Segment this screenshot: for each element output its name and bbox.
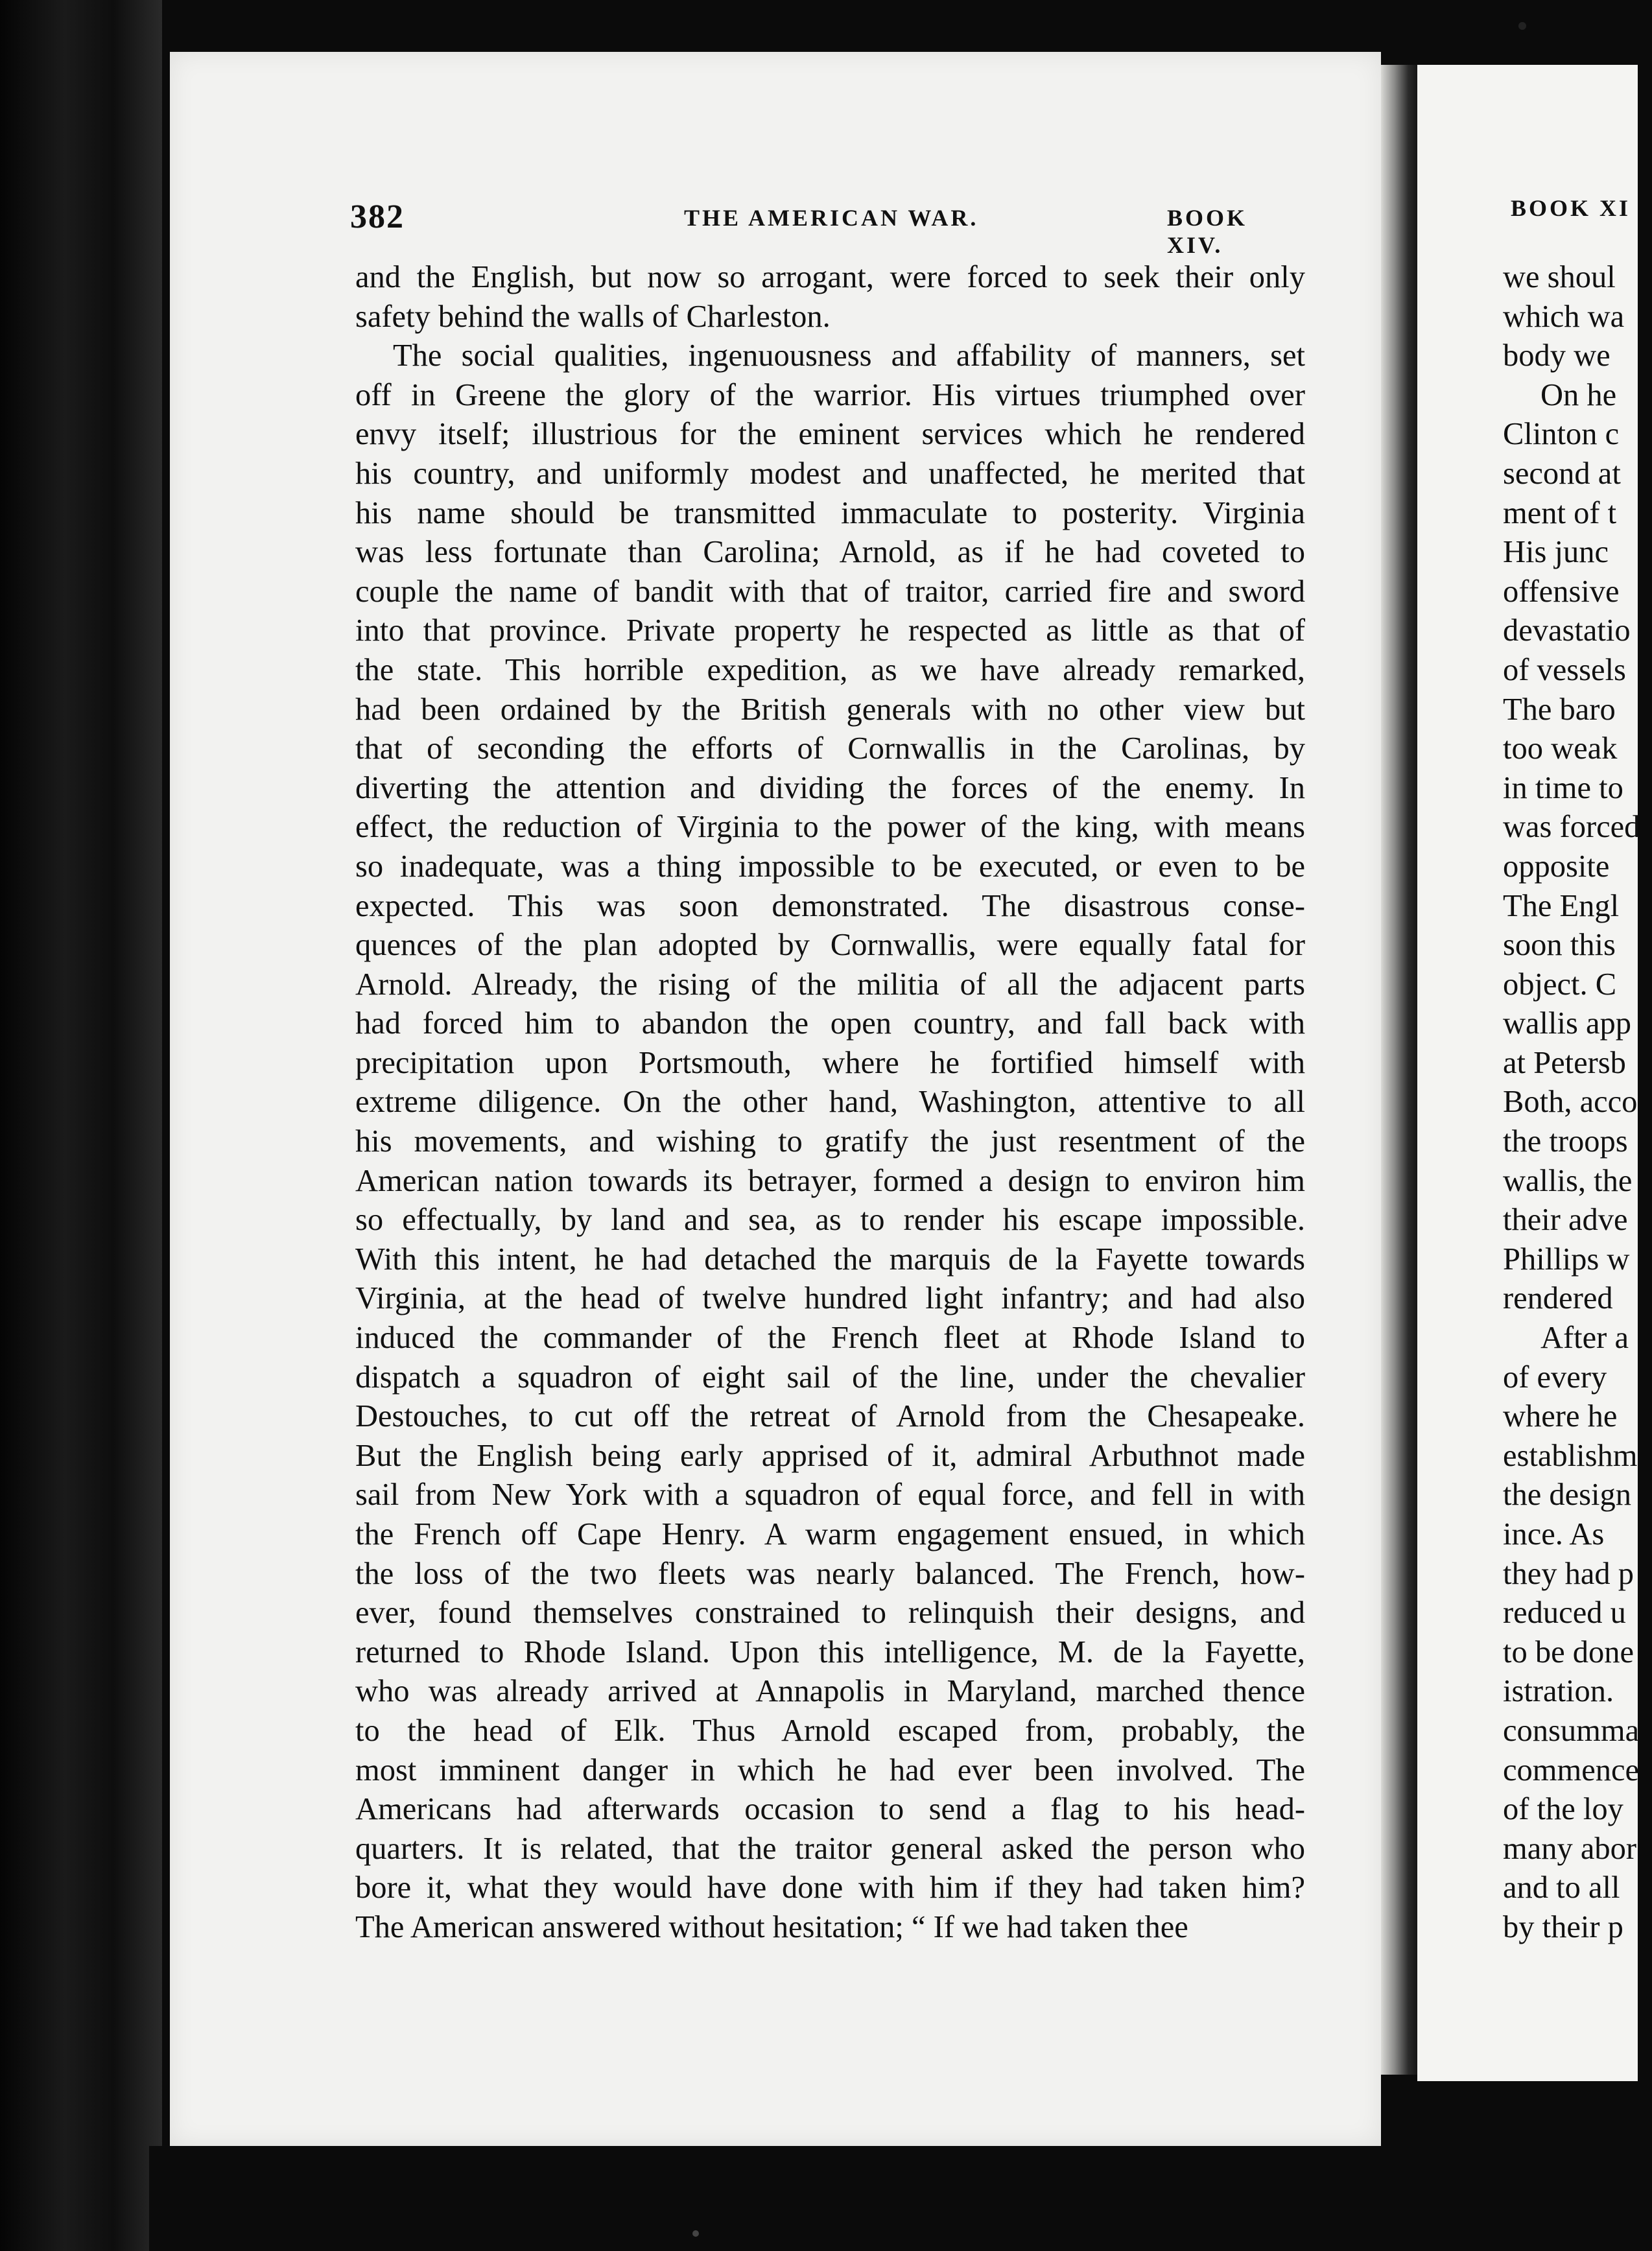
text-line: Clinton c [1503,417,1620,452]
text-line: to the head of Elk. Thus Arnold escaped from, probably, the [355,1713,1305,1748]
text-line: effect, the reduction of Virginia to the power of the king, with means [355,810,1305,845]
right-page-header: BOOK XI [1511,195,1631,221]
book-gutter [1381,65,1420,2075]
text-line: most imminent danger in which he had ever been involved. The [355,1752,1305,1787]
text-line: safety behind the walls of Charleston. [355,299,831,334]
text-line: extreme diligence. On the other hand, Washington, attentive to all [355,1085,1305,1120]
text-line: consumma [1503,1713,1640,1748]
text-line: devastatio [1503,613,1631,648]
text-line: which wa [1503,299,1625,334]
text-line: Americans had afterwards occasion to send a flag to his head- [355,1792,1305,1827]
text-line: too weak [1503,731,1618,766]
text-line: American nation towards its betrayer, formed a design to environ him [355,1163,1305,1198]
text-line: his country, and uniformly modest and unaffected, he merited that [355,456,1305,491]
text-line: his movements, and wishing to gratify the just resentment of the [355,1124,1305,1159]
text-line: The American answered without hesitation; “ If we had taken thee [355,1909,1188,1944]
text-line: by their p [1503,1909,1623,1944]
text-line: wallis app [1503,1006,1632,1041]
text-line: the French off Cape Henry. A warm engagement ensued, in which [355,1517,1305,1551]
text-line: Arnold. Already, the rising of the militia of all the adjacent parts [355,967,1305,1002]
text-line: they had p [1503,1556,1634,1591]
text-line: was forced [1503,810,1640,845]
text-line: object. C [1503,967,1617,1002]
scan-left-border [0,0,162,2251]
right-page-text [1503,258,1652,1948]
text-line: After a [1540,1321,1629,1356]
text-line: His junc [1503,535,1609,570]
running-title: THE AMERICAN WAR. [684,205,979,231]
text-line: The Engl [1503,888,1620,923]
text-line: diverting the attention and dividing the forces of the enemy. In [355,770,1305,805]
text-line: at Petersb [1503,1045,1626,1080]
text-line: istration. [1503,1674,1614,1709]
text-line: body we [1503,338,1611,373]
text-line: of every [1503,1360,1607,1395]
text-line: we shoul [1503,260,1616,294]
text-line: opposite [1503,849,1610,884]
scan-bottom-border [149,2146,1626,2251]
body-text [355,258,1305,1948]
text-line: bore it, what they would have done with him if they had taken him? [355,1870,1305,1905]
page-header [350,198,1310,258]
text-line: the state. This horrible expedition, as we have already remarked, [355,652,1305,687]
text-line: that of seconding the efforts of Cornwallis in the Carolinas, by [355,731,1305,766]
text-line: in time to [1503,770,1623,805]
text-line: to be done [1503,1634,1634,1669]
text-line: But the English being early apprised of it, admiral Arbuthnot made [355,1438,1305,1473]
scan-speck [692,2230,699,2237]
text-line: off in Greene the glory of the warrior. His virtues triumphed over [355,377,1305,412]
scan-speck [1518,22,1526,30]
text-line: who was already arrived at Annapolis in Maryland, marched thence [355,1674,1305,1709]
text-line: ince. As [1503,1517,1605,1551]
text-line: commence [1503,1752,1640,1787]
text-line: reduced u [1503,1596,1626,1631]
text-line: induced the commander of the French fleet at Rhode Island to [355,1321,1305,1356]
text-line: their adve [1503,1203,1628,1238]
text-line: couple the name of bandit with that of traitor, carried fire and sword [355,574,1305,609]
text-line: and to all [1503,1870,1620,1905]
text-line: the troops [1503,1124,1628,1159]
text-line: had been ordained by the British generals with no other view but [355,692,1305,727]
text-line: had forced him to abandon the open country, and fall back with [355,1006,1305,1041]
text-line: many abor [1503,1831,1637,1866]
text-line: of vessels [1503,652,1626,687]
text-line: and the English, but now so arrogant, were forced to seek their only [355,260,1305,294]
text-line: Destouches, to cut off the retreat of Arnold from the Chesapeake. [355,1399,1305,1434]
text-line: ever, found themselves constrained to relinquish their designs, and [355,1596,1305,1631]
text-line: quences of the plan adopted by Cornwallis, were equally fatal for [355,928,1305,963]
text-line: the loss of the two fleets was nearly balanced. The French, how- [355,1556,1305,1591]
book-label: BOOK XIV. [1167,205,1248,258]
text-line: envy itself; illustrious for the eminent services which he rendered [355,417,1305,452]
text-line: expected. This was soon demonstrated. The disastrous conse- [355,888,1305,923]
text-line: into that province. Private property he respected as little as that of [355,613,1305,648]
text-line: sail from New York with a squadron of equal force, and fell in with [355,1478,1305,1513]
text-line: On he [1540,377,1617,412]
text-line: second at [1503,456,1621,491]
text-line: returned to Rhode Island. Upon this intelligence, M. de la Fayette, [355,1634,1305,1669]
text-line: ment of t [1503,495,1617,530]
text-line: soon this [1503,928,1616,963]
text-line: wallis, the [1503,1163,1633,1198]
text-line: establishm [1503,1438,1638,1473]
text-line: Virginia, at the head of twelve hundred light infantry; and had also [355,1281,1305,1316]
text-line: With this intent, he had detached the marquis de la Fayette towards [355,1242,1305,1277]
text-line: of the loy [1503,1792,1623,1827]
text-line: where he [1503,1399,1618,1434]
text-line: the design [1503,1478,1632,1513]
text-line: The social qualities, ingenuousness and affability of manners, set [393,338,1305,373]
text-line: was less fortunate than Carolina; Arnold, as if he had coveted to [355,535,1305,570]
text-line: dispatch a squadron of eight sail of the line, under the chevalier [355,1360,1305,1395]
text-line: Both, acco [1503,1085,1638,1120]
text-line: offensive [1503,574,1620,609]
page-number: 382 [350,198,405,235]
text-line: Phillips w [1503,1242,1630,1277]
text-line: The baro [1503,692,1616,727]
text-line: rendered [1503,1281,1613,1316]
text-line: his name should be transmitted immaculate to posterity. Virginia [355,495,1305,530]
text-line: quarters. It is related, that the traitor general asked the person who [355,1831,1305,1866]
text-line: so effectually, by land and sea, as to render his escape impossible. [355,1203,1305,1238]
text-line: so inadequate, was a thing impossible to be executed, or even to be [355,849,1305,884]
text-line: precipitation upon Portsmouth, where he fortified himself with [355,1045,1305,1080]
